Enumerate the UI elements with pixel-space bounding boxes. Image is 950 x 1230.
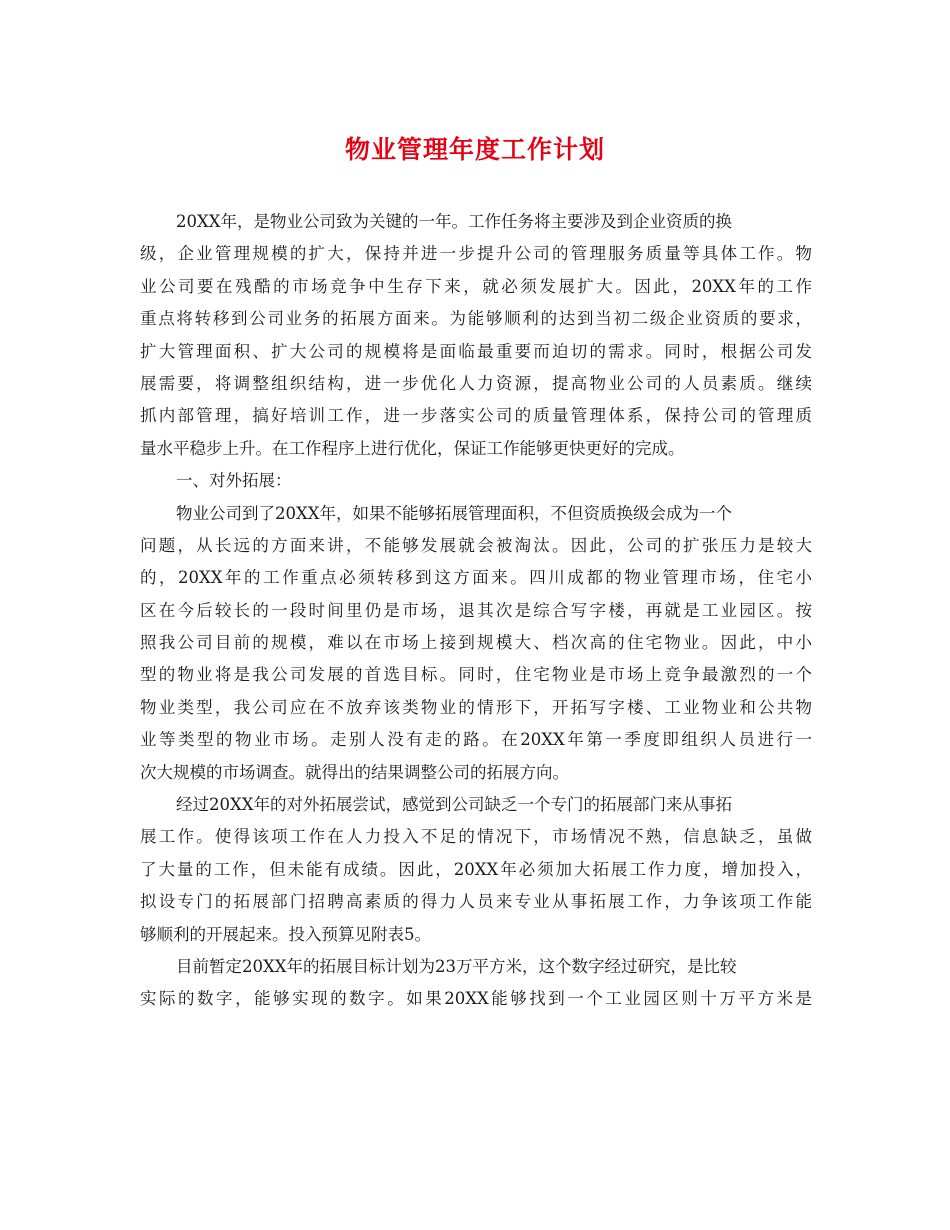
paragraph-line: 业等类型的物业市场。走别人没有走的路。在20XX年第一季度即组织人员进行一 (140, 730, 812, 750)
section-heading: 一、对外拓展： (176, 471, 292, 491)
paragraph-line: 业公司要在残酷的市场竞争中生存下来，就必须发展扩大。因此，20XX年的工作 (140, 276, 812, 296)
paragraph-line: 展工作。使得该项工作在人力投入不足的情况下，市场情况不熟，信息缺乏，虽做 (140, 827, 812, 847)
paragraph-line: 实际的数字，能够实现的数字。如果20XX能够找到一个工业园区则十万平方米是 (140, 989, 812, 1009)
paragraph-line: 展需要，将调整组织结构，进一步优化人力资源，提高物业公司的人员素质。继续 (140, 373, 812, 393)
paragraph-line: 照我公司目前的规模，难以在市场上接到规模大、档次高的住宅物业。因此，中小 (140, 633, 812, 653)
paragraph-line: 的，20XX年的工作重点必须转移到这方面来。四川成都的物业管理市场，住宅小 (140, 568, 812, 588)
paragraph-line: 级，企业管理规模的扩大，保持并进一步提升公司的管理服务质量等具体工作。物 (140, 244, 812, 264)
paragraph-line: 区在今后较长的一段时间里仍是市场，退其次是综合写字楼，再就是工业园区。按 (140, 600, 812, 620)
paragraph-line: 型的物业将是我公司发展的首选目标。同时，住宅物业是市场上竞争最激烈的一个 (140, 665, 812, 685)
paragraph-line: 问题，从长远的方面来讲，不能够发展就会被淘汰。因此，公司的扩张压力是较大 (140, 535, 812, 555)
paragraph-line: 抓内部管理，搞好培训工作，进一步落实公司的质量管理体系，保持公司的管理质 (140, 406, 812, 426)
paragraph-line: 经过20XX年的对外拓展尝试，感觉到公司缺乏一个专门的拓展部门来从事拓 (176, 795, 732, 815)
paragraph-line: 目前暂定20XX年的拓展目标计划为23万平方米，这个数字经过研究，是比较 (176, 956, 737, 976)
paragraph-line: 了大量的工作，但未能有成绩。因此，20XX年必须加大拓展工作力度，增加投入， (140, 859, 812, 879)
paragraph-line: 物业类型，我公司应在不放弃该类物业的情形下，开拓写字楼、工业物业和公共物 (140, 697, 812, 717)
paragraph-line: 够顺利的开展起来。投入预算见附表5。 (140, 924, 431, 944)
paragraph-line: 量水平稳步上升。在工作程序上进行优化，保证工作能够更快更好的完成。 (140, 438, 685, 458)
paragraph-line: 重点将转移到公司业务的拓展方面来。为能够顺利的达到当初二级企业资质的要求， (140, 309, 812, 329)
paragraph-line: 20XX年，是物业公司致为关键的一年。工作任务将主要涉及到企业资质的换 (176, 212, 732, 231)
paragraph-line: 拟设专门的拓展部门招聘高素质的得力人员来专业从事拓展工作，力争该项工作能 (140, 892, 812, 912)
paragraph-line: 扩大管理面积、扩大公司的规模将是面临最重要而迫切的需求。同时，根据公司发 (140, 341, 812, 361)
paragraph-line: 物业公司到了20XX年，如果不能够拓展管理面积，不但资质换级会成为一个 (176, 503, 732, 523)
paragraph-line: 次大规模的市场调查。就得出的结果调整公司的拓展方向。 (140, 762, 569, 782)
document-body (140, 206, 812, 1016)
document-title: 物业管理年度工作计划 (344, 135, 605, 164)
